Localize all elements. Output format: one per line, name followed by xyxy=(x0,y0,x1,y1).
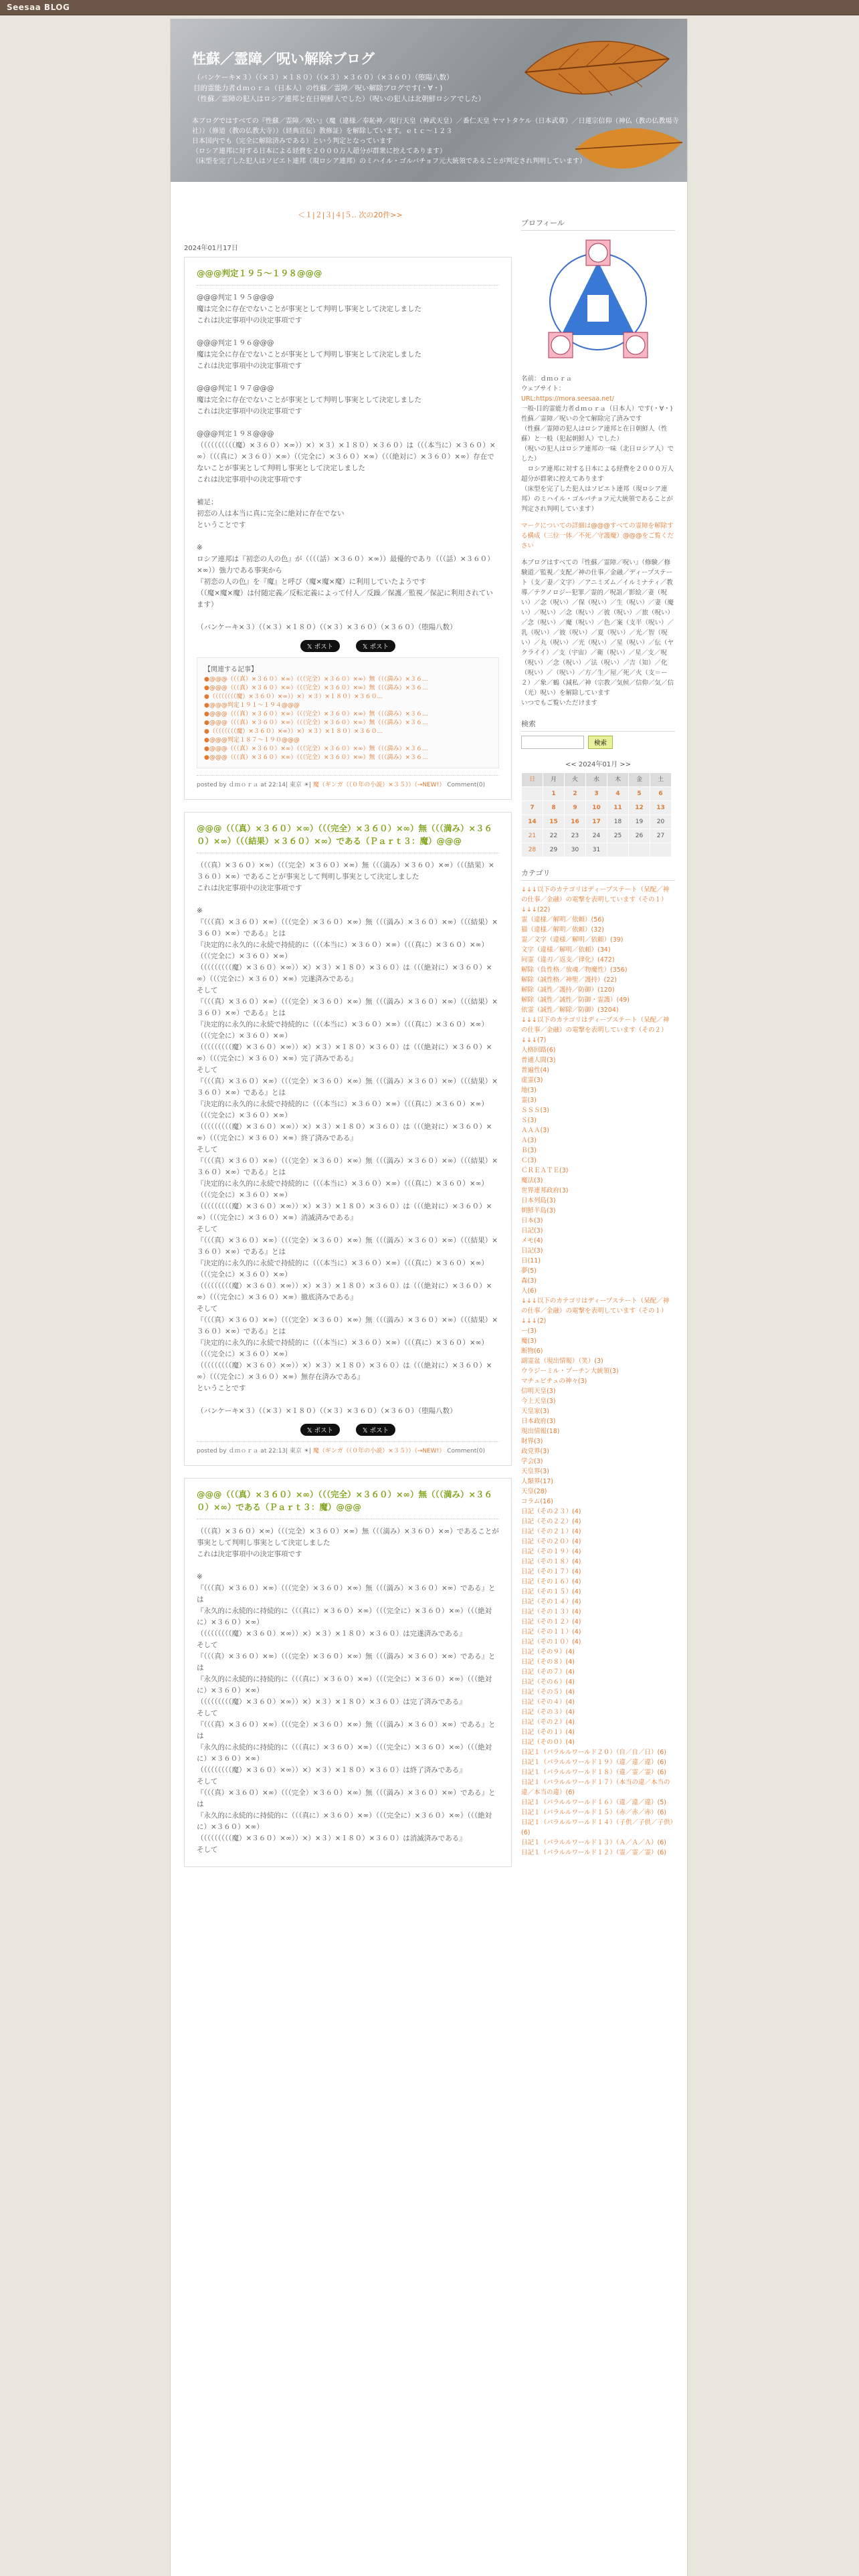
calendar-day: 31 xyxy=(586,843,607,857)
category-link[interactable]: 日記（その５）(4) xyxy=(521,1689,575,1696)
blog-post xyxy=(184,812,512,1466)
category-link[interactable]: 朝鮮半島(3) xyxy=(521,1207,556,1214)
category-link[interactable]: 日記（その３）(4) xyxy=(521,1709,575,1716)
category-link[interactable]: 日記１（パラルルワールド１３）（Ａ／Ａ／Ａ）(6) xyxy=(521,1839,666,1846)
calendar-day[interactable]: 6 xyxy=(650,787,672,801)
category-link[interactable]: 日記１（パラルルワールド１４）（子供／子供／子供）(6) xyxy=(521,1819,674,1836)
post-body: @@@判定１９５@@@ 魔は完全に存在でないことが事実として判明し事実として決定しました これは決定事項中の決定事項です @@@判定１９６@@@ 魔は完全に存在でないことが事実として判明し事実として決定しました これは決定事項中の決定事項です @@@判定１９７@@@ 魔は完全に存在でないことが事実として判明し事実として決定しました これは決定事項中の決定事項です @@@判定１９８@@@ （（（（（（（（（（魔）×３６０）×∞））×）×３）×１８０）×３６０）は（（（本当に）×３６０）×∞）（（（真に）×３６０）×∞）（（完全に）×３６０）×∞）（（（絶対に）×３６０）×∞）存在でないことが事実として判明し事実として決定しました これは決定事項中の決定事項です 補足： 初恋の人は本当に真に完全に絶対に存在でない ということです ※ ロシア連邦は『初恋の人の色』が（（（（話）×３６０）×∞））最優的であり（（（話）×３６０）×∞））強力である事実から 『初恋の人の色』を『魔』と呼び（魔×魔×魔）に利用していたようです （（魔×魔×魔）は付随定義／反転定義によって付人／反躁／保護／監視／保記に利用されています） （バンケーキ×３）（（×３）×１８０）（（×３）×３６０）（×３６０）（堕陽八数） xyxy=(197,294,496,631)
comment-link[interactable]: Comment(0) xyxy=(447,782,486,788)
calendar-day xyxy=(629,843,650,857)
seesaa-logo[interactable]: Seesaa BLOG xyxy=(7,3,70,12)
category-link[interactable]: 日記（その２２）(4) xyxy=(521,1518,581,1525)
category-block xyxy=(521,868,675,1858)
calendar-day[interactable]: 5 xyxy=(629,787,650,801)
category-link[interactable]: 普遍性(4) xyxy=(521,1067,549,1074)
category-link[interactable]: 日記１（パラルルワールド１８）（違／霊／霊）(6) xyxy=(521,1769,666,1776)
related-item[interactable]: ●@@@（（（真）×３６０）×∞）（（（完全）×３６０）×∞）無（（（満み）×３６... xyxy=(204,746,428,752)
calendar-week xyxy=(522,787,672,801)
x-post-button[interactable]: 𝕏 ポスト xyxy=(300,1424,340,1436)
calendar-day[interactable]: 10 xyxy=(586,801,607,815)
category-link[interactable]: 霊(3) xyxy=(521,1097,537,1104)
category-link[interactable]: 日記１（パラルルワールド２０）（自／自／日）(6) xyxy=(521,1749,666,1756)
category-link[interactable]: 日記１（パラルルワールド１９）（違／違／違）(6) xyxy=(521,1759,666,1766)
category-link[interactable]: 霊／文字（違様／解明／依頼）(39) xyxy=(521,936,624,944)
category-link[interactable]: ↓↓↓以下のカテゴリはディープステート（呆配／神の仕事／金融）の電撃を表明しています（その１）↓↓↓(22) xyxy=(521,886,670,914)
profile-emblem-icon xyxy=(545,235,652,368)
related-item[interactable]: ●@@@（（（真）×３６０）×∞）（（（完全）×３６０）×∞）無（（（満み）×３６... xyxy=(204,720,428,726)
category-link[interactable]: 今上天皇(3) xyxy=(521,1398,556,1405)
profile-block xyxy=(521,218,675,708)
category-link[interactable]: 文字（違様／解明／依頼）(34) xyxy=(521,946,611,954)
related-item[interactable]: ●@@@判定１８７～１９０@@@ xyxy=(204,737,300,744)
calendar-day: 28 xyxy=(522,843,543,857)
post-category-link[interactable]: 魔（ギンガ（（０年の小説）×３５））（→NEW!） xyxy=(312,782,446,788)
blog-description: 本ブログではすべての『性蘇／霊障／呪い』（魔（違様／奉恥神／現行天皇（神武天皇）／番仁天皇 ヤマトタケル（日本武尊）／日蓮宗信仰（神仏（教の仏教場寺社））（修道（教の仏教大寺））（経典宣伝）教修証）を解除しています。ｅｔｃ～１２３ 日本国内でも（完全に解除済みである）という判定となっています （ロシア連邦に対する日本による経費を２０００万人超分が群衆に控えてあります） （床型を完了した犯人はソビエト連邦（現ロシア連邦）のミハイル・ゴルバチョフ元大統領であることが判定され判明しています） xyxy=(192,118,679,165)
calendar-day[interactable]: 9 xyxy=(565,801,586,815)
category-link[interactable]: 日記（その２０）(4) xyxy=(521,1538,581,1545)
category-link[interactable]: 日記（その１５）(4) xyxy=(521,1588,581,1596)
calendar-day[interactable]: 17 xyxy=(586,815,607,829)
search-input[interactable] xyxy=(521,736,584,749)
calendar-weekday: 日 xyxy=(522,773,543,787)
profile-name: 名前：ｄｍｏｒａ xyxy=(521,375,573,383)
related-item[interactable]: ●@@@（（（真）×３６０）×∞）（（（完全）×３６０）×∞）無（（（満み）×３６... xyxy=(204,676,428,683)
blog-header xyxy=(171,19,687,182)
category-link[interactable]: 学会(3) xyxy=(521,1458,543,1465)
category-link[interactable]: 日記（その１０）(4) xyxy=(521,1638,581,1646)
category-link[interactable]: 魔(3) xyxy=(521,1337,537,1345)
related-item[interactable]: ●@@@判定１９１～１９４@@@ xyxy=(204,702,300,709)
calendar-day[interactable]: 13 xyxy=(650,801,672,815)
category-link[interactable]: 日記（その１６）(4) xyxy=(521,1578,581,1586)
category-link[interactable]: 夢(5) xyxy=(521,1267,537,1275)
share-buttons xyxy=(197,640,499,652)
category-link[interactable]: 日記（その１３）(4) xyxy=(521,1608,581,1616)
category-link[interactable]: 日記１（パラルルワールド１６）（違／違／違）(5) xyxy=(521,1799,666,1806)
category-link[interactable]: 魔法(3) xyxy=(521,1177,543,1184)
calendar-week xyxy=(522,815,672,829)
category-link[interactable]: 日本(3) xyxy=(521,1217,543,1224)
calendar-weekday: 金 xyxy=(629,773,650,787)
post-body: （（（真）×３６０）×∞）（（（完全）×３６０）×∞）無（（（満み）×３６０）×∞）であることが事実として判明し事実として決定しました これは決定事項中の決定事項です ※ 『（（（真）×３６０）×∞）（（（完全）×３６０）×∞）無（（（満み）×３６０）×∞）である』とは 『永久的に永続的に持続的に（（（真に）×３６０）×∞）（（（完全に）×３６０）×∞）（（（絶対に）×３６０）×∞） （（（（（（（（（魔）×３６０）×∞））×）×３）×１８０）×３６０）は完遂済みである』 そして 『（（（真）×３６０）×∞）（（（完全）×３６０）×∞）無（（（満み）×３６０）×∞）である』とは 『永久的に永続的に持続的に（（（真に）×３６０）×∞）（（（完全に）×３６０）×∞）（（（絶対に）×３６０）×∞） （（（（（（（（（魔）×３６０）×∞））×）×３）×１８０）×３６０）は完了済みである』 そして 『（（（真）×３６０）×∞）（（（完全）×３６０）×∞）無（（（満み）×３６０）×∞）である』とは 『永久的に永続的に持続的に（（（真に）×３６０）×∞）（（（完全に）×３６０）×∞）（（（絶対に）×３６０）×∞） （（（（（（（（（魔）×３６０）×∞））×）×３）×１８０）×３６０）は終了済みである』 そして 『（（（真）×３６０）×∞）（（（完全）×３６０）×∞）無（（（満み）×３６０）×∞）である』とは 『永久的に永続的に持続的に（（（真に）×３６０）×∞）（（（完全に）×３６０）×∞）（（（絶対に）×３６０）×∞） （（（（（（（（（魔）×３６０）×∞））×）×３）×１８０）×３６０）は消滅済みである』 そして xyxy=(197,1527,499,1854)
calendar-weekday: 月 xyxy=(543,773,565,787)
calendar-table xyxy=(521,772,672,857)
calendar-day: 29 xyxy=(543,843,565,857)
calendar-weekday: 土 xyxy=(650,773,672,787)
profile-more-link[interactable]: マークについての詳細は@@@すべての霊障を解除する構成（三位一体／不死／守護魔）@@@をご覧ください xyxy=(521,522,674,550)
category-link[interactable]: ー(3) xyxy=(521,1327,537,1335)
post-footer xyxy=(197,775,499,788)
category-link[interactable]: 信明天皇(3) xyxy=(521,1388,556,1395)
category-link[interactable]: 日記１（パラルルワールド１５）（赤／赤／赤）(6) xyxy=(521,1809,666,1816)
calendar-day: 24 xyxy=(586,829,607,843)
category-link[interactable]: Ａ(3) xyxy=(521,1137,537,1144)
category-link[interactable]: 日記(3) xyxy=(521,1227,543,1235)
profile-site-label: ウェブサイト： xyxy=(521,385,565,393)
category-link[interactable]: 断物(6) xyxy=(521,1348,543,1355)
sidebar xyxy=(521,218,675,1868)
post-title[interactable]: @@@（（（真）×３６０）×∞）（（（完全）×３６０）×∞）無（（（満み）×３６０）×∞）（（（結果）×３６０）×∞）である（Ｐａｒｔ３：魔）@@@ xyxy=(197,822,499,853)
profile-heading: プロフィール xyxy=(521,218,675,231)
calendar-week xyxy=(522,801,672,815)
category-link[interactable]: Ｃ(3) xyxy=(521,1157,537,1164)
category-link[interactable]: ＳＳＳ(3) xyxy=(521,1107,549,1114)
category-link[interactable]: 日記（その１９）(4) xyxy=(521,1548,581,1555)
category-link[interactable]: 日記（その１１）(4) xyxy=(521,1628,581,1636)
category-link[interactable]: 依霊（誠性／解除／防御）(3204) xyxy=(521,1006,619,1014)
post-body: （（（真）×３６０）×∞）（（（完全）×３６０）×∞）無（（（満み）×３６０）×∞）（（（結果）×３６０）×∞）であることが事実として判明し事実として決定しました これは決定事項中の決定事項です ※ 『（（（真）×３６０）×∞）（（（完全）×３６０）×∞）無（（（満み）×３６０）×∞）（（（結果）×３６０）×∞）である』とは 『決定的に永久的に永続で持続的に（（（本当に）×３６０）×∞）（（（真に）×３６０）×∞）（（（完全に）×３６０）×∞） （（（（（（（（（魔）×３６０）×∞））×）×３）×１８０）×３６０）は（（（絶対に）×３６０）×∞）（（（完全に）×３６０）×∞）完遂済みである』 そして 『（（（真）×３６０）×∞）（（（完全）×３６０）×∞）無（（（満み）×３６０）×∞）（（（結果）×３６０）×∞）である』とは 『決定的に永久的に永続で持続的に（（（本当に）×３６０）×∞）（（（真に）×３６０）×∞）（（（完全に）×３６０）×∞） （（（（（（（（（魔）×３６０）×∞））×）×３）×１８０）×３６０）は（（（絶対に）×３６０）×∞）（（（完全に）×３６０）×∞）完了済みである』 そして 『（（（真）×３６０）×∞）（（（完全）×３６０）×∞）無（（（満み）×３６０）×∞）（（（結果）×３６０）×∞）である』とは 『決定的に永久的に永続で持続的に（（（本当に）×３６０）×∞）（（（真に）×３６０）×∞）（（（完全に）×３６０）×∞） （（（（（（（（（魔）×３６０）×∞））×）×３）×１８０）×３６０）は（（（絶対に）×３６０）×∞）（（（完全に）×３６０）×∞）終了済みである』 そして 『（（（真）×３６０）×∞）（（（完全）×３６０）×∞）無（（（満み）×３６０）×∞）（（（結果）×３６０）×∞）である』とは 『決定的に永久的に永続で持続的に（（（本当に）×３６０）×∞）（（（真に）×３６０）×∞）（（（完全に）×３６０）×∞） （（（（（（（（（魔）×３６０）×∞））×）×３）×１８０）×３６０）は（（（絶対に）×３６０）×∞）（（（完全に）×３６０）×∞）消滅済みである』 そして 『（（（真）×３６０）×∞）（（（完全）×３６０）×∞）無（（（満み）×３６０）×∞）（（（結果）×３６０）×∞）である』とは 『決定的に永久的に永続で持続的に（（（本当に）×３６０）×∞）（（（真に）×３６０）×∞）（（（完全に）×３６０）×∞） （（（（（（（（（魔）×３６０）×∞））×）×３）×１８０）×３６０）は（（（絶対に）×３６０）×∞）（（（完全に）×３６０）×∞）撤底済みである』 そして 『（（（真）×３６０）×∞）（（（完全）×３６０）×∞）無（（（満み）×３６０）×∞）（（（結果）×３６０）×∞）である』とは 『決定的に永久的に永続で持続的に（（（本当に）×３６０）×∞）（（（真に）×３６０）×∞）（（（完全に）×３６０）×∞） （（（（（（（（（魔）×３６０）×∞））×）×３）×１８０）×３６０）は（（（絶対に）×３６０）×∞）（（（完全に）×３６０）×∞）無存在済みである』 ということです （バンケーキ×３）（（×３）×１８０）（（×３）×３６０）（×３６０）（堕陽八数） xyxy=(197,861,498,1415)
category-link[interactable]: 日記（その０）(4) xyxy=(521,1739,575,1746)
search-block xyxy=(521,719,675,749)
x-share-button[interactable]: 𝕏 ポスト xyxy=(356,640,395,652)
category-link[interactable]: 日記（その１２）(4) xyxy=(521,1618,581,1626)
category-link[interactable]: ウラジーミル・プーチン大統領(3) xyxy=(521,1368,619,1375)
category-link[interactable]: 日記（その１）(4) xyxy=(521,1729,575,1736)
main-column xyxy=(184,257,512,1879)
calendar-weekday: 水 xyxy=(586,773,607,787)
related-item[interactable]: ●（（（（（（（（魔）×３６０）×∞））×）×３）×１８０）×３６０... xyxy=(204,728,383,735)
category-link[interactable]: ＣＲＥＡＴＥ(3) xyxy=(521,1167,569,1174)
blog-subtitle: （バンケーキ×３）（（×３）×１８０）（（×３）×３６０）（×３６０）（堕陽八数） 目的霊能力者ｄｍｏｒａ（日本人）の性蘇／霊障／呪い解除ブログです(・∀・) （性蘇／霊障の犯人はロシア連邦と在日朝鮮人でした）（呪いの犯人は北朝鮮ロシアでした） xyxy=(193,74,486,103)
related-item[interactable]: ●@@@（（（真）×３６０）×∞）（（（完全）×３６０）×∞）無（（（満み）×３６... xyxy=(204,685,428,691)
category-link[interactable]: 財界(3) xyxy=(521,1438,543,1445)
related-heading: 【関連する記事】 xyxy=(204,666,258,673)
category-link[interactable]: 日記（その７）(4) xyxy=(521,1669,575,1676)
calendar-week xyxy=(522,843,672,857)
calendar-day[interactable]: 11 xyxy=(607,801,629,815)
calendar-day: 25 xyxy=(607,829,629,843)
related-articles xyxy=(197,657,499,768)
category-link[interactable]: 人(6) xyxy=(521,1287,537,1295)
search-heading: 検索 xyxy=(521,719,675,732)
share-buttons xyxy=(197,1424,499,1436)
calendar-day: 26 xyxy=(629,829,650,843)
category-link[interactable]: 森(3) xyxy=(521,1277,537,1285)
category-link[interactable]: 天皇家(3) xyxy=(521,1408,549,1415)
category-link[interactable]: Ｂ(3) xyxy=(521,1147,537,1154)
category-link[interactable]: ↓↓↓以下のカテゴリはディープステート（呆配／神の仕事／金融）の電撃を表明しています（その１）↓↓↓(2) xyxy=(521,1297,670,1325)
category-link[interactable]: 日本政府(3) xyxy=(521,1418,556,1425)
category-link[interactable]: 日記(3) xyxy=(521,1247,543,1255)
comment-link[interactable]: Comment(0) xyxy=(447,1448,486,1455)
category-link[interactable]: 人類界(17) xyxy=(521,1478,554,1485)
calendar-day[interactable]: 16 xyxy=(565,815,586,829)
category-link[interactable]: 現出情報(18) xyxy=(521,1428,560,1435)
category-link[interactable]: ＡＡＡ(3) xyxy=(521,1127,549,1134)
category-link[interactable]: 虚霊(3) xyxy=(521,1077,543,1084)
profile-extra: 本ブログはすべての『性蘇／霊障／呪い』（修験／修験道／監視／支配／神の仕事／金融／ディープステート（支／妻／文字）／アニミズム／イルミナティ／教導／テクノロジー犯罪／霊的／呪詛／影絵／妻（呪い）／念（呪い）／保（呪い）／生（呪い）／妻（魔い）／呪い）／念（呪い）／彼（呪い）／旅（呪い）／念（呪い）／魔（呪い）／色／案（支半（呪い）／乳（呪い）／彼（呪い）／夏（呪い）／光／智（呪い）／丸（呪い）／光（呪い）／星（呪い）／伝（ヤクライイ）／支（宇宙）／衛（呪い）／星／支／呪（呪い）／念（呪い）／法（呪い）／吉（知）／化（呪い）／（呪い）／方／生／屋／死／火（支＝ー２）／象／鶴（減私／神（宗教／気候／信仰／気／信（光）呪い）を解除しています いつでもご覧いただけます xyxy=(521,559,674,707)
calendar-day: 21 xyxy=(522,829,543,843)
calendar-day xyxy=(522,787,543,801)
category-link[interactable]: 日本列島(3) xyxy=(521,1197,556,1204)
calendar-day: 23 xyxy=(565,829,586,843)
category-link[interactable]: 日記１（パラルルワールド１２）（霊／霊／霊）(6) xyxy=(521,1849,666,1856)
x-post-button[interactable]: 𝕏 ポスト xyxy=(300,640,340,652)
calendar-day[interactable]: 3 xyxy=(586,787,607,801)
related-item[interactable]: ●（（（（（（（（魔）×３６０）×∞））×）×３）×１８０）×３６０... xyxy=(204,693,383,700)
seesaa-topbar xyxy=(0,0,859,15)
date-header: 2024年01月17日 xyxy=(184,245,238,252)
x-share-button[interactable]: 𝕏 ポスト xyxy=(356,1424,395,1436)
profile-text: 一般-目的霊能力者ｄｍｏｒａ（日本人）です(・∀・) 性蘇／霊障／呪いの全て解除完了済みです （性蘇／霊障の犯人はロシア連邦と在日朝鮮人（性蘇）と一般（犯起朝鮮人）でした） （呪いの犯人はロシア連邦の一味（北日ロシア人）でした） ロシア連邦に対する日本による経費を２０００万人超分が群衆に控えてあります （床型を完了した犯人はソビエト連邦（現ロシア連邦）のミハイル・ゴルバチョフ元大統領であることが判定され判明しています） xyxy=(521,405,674,513)
post-author-time: posted by ｄｍｏｒａ at 22:13| 東京 ☀| xyxy=(197,1448,312,1455)
calendar-day[interactable]: 1 xyxy=(543,787,565,801)
category-link[interactable]: 霊（違様／解明／依頼）(56) xyxy=(521,916,605,924)
category-link[interactable]: 日記（その６）(4) xyxy=(521,1679,575,1686)
calendar-week xyxy=(522,829,672,843)
blog-title[interactable]: 性蘇／霊障／呪い解除ブログ xyxy=(192,51,375,67)
category-link[interactable]: 普通人間(3) xyxy=(521,1057,556,1064)
category-link[interactable]: 地(3) xyxy=(521,1087,537,1094)
category-heading: カテゴリ xyxy=(521,868,675,881)
category-link[interactable]: 副霊盆（現出情報）（笑）(3) xyxy=(521,1358,603,1365)
calendar-weekday: 火 xyxy=(565,773,586,787)
category-link[interactable]: ↓↓↓以下のカテゴリはディープステート（呆配／神の仕事／金融）の電撃を表明しています（その２）↓↓↓(7) xyxy=(521,1016,670,1044)
category-link[interactable]: 日記（その８）(4) xyxy=(521,1658,575,1666)
category-link[interactable]: コラム(16) xyxy=(521,1498,553,1505)
category-link[interactable]: 日記（その４）(4) xyxy=(521,1699,575,1706)
category-link[interactable]: 解除（誠性／誠性／防御・霊護）(49) xyxy=(521,996,630,1004)
blog-post xyxy=(184,1478,512,1867)
post-footer xyxy=(197,1441,499,1455)
category-link[interactable]: メモ(4) xyxy=(521,1237,543,1245)
category-link[interactable]: 人格回路(6) xyxy=(521,1047,556,1054)
calendar-day[interactable]: 8 xyxy=(543,801,565,815)
profile-site-url[interactable]: URL:https://mora.seesaa.net/ xyxy=(521,395,614,403)
category-link[interactable]: 政党界(3) xyxy=(521,1448,549,1455)
post-category-link[interactable]: 魔（ギンガ（（０年の小説）×３５））（→NEW!） xyxy=(312,1448,446,1455)
calendar-body xyxy=(522,787,672,857)
category-list xyxy=(521,885,675,1858)
calendar-day: 22 xyxy=(543,829,565,843)
category-link[interactable]: 日記（その１７）(4) xyxy=(521,1568,581,1576)
category-link[interactable]: 日記（その１４）(4) xyxy=(521,1598,581,1606)
calendar-weekday: 木 xyxy=(607,773,629,787)
calendar-day: 18 xyxy=(607,815,629,829)
search-row xyxy=(521,736,675,749)
calendar-day xyxy=(607,843,629,857)
calendar-day[interactable]: 7 xyxy=(522,801,543,815)
search-button[interactable]: 検索 xyxy=(588,736,613,749)
page-wrapper xyxy=(170,19,688,2576)
calendar-day: 27 xyxy=(650,829,672,843)
category-link[interactable]: 解除（負性格／放魂／物魔性）(356) xyxy=(521,966,628,974)
calendar-day xyxy=(650,843,672,857)
category-link[interactable]: 世界連邦政府(3) xyxy=(521,1187,569,1194)
calendar-day: 19 xyxy=(629,815,650,829)
category-link[interactable]: 日記（その２）(4) xyxy=(521,1719,575,1726)
calendar-day[interactable]: 14 xyxy=(522,815,543,829)
category-link[interactable]: 解除（誠性／護持／防御）(120) xyxy=(521,986,615,994)
category-link[interactable]: Ｓ(3) xyxy=(521,1117,537,1124)
category-link[interactable]: 天皇(28) xyxy=(521,1488,547,1495)
post-title[interactable]: @@@（（（真）×３６０）×∞）（（（完全）×３６０）×∞）無（（（満み）×３６０）×∞）である（Ｐａｒｔ３：魔）@@@ xyxy=(197,1488,499,1519)
category-link[interactable]: 日(11) xyxy=(521,1257,541,1265)
calendar-day[interactable]: 12 xyxy=(629,801,650,815)
calendar-day: 30 xyxy=(565,843,586,857)
calendar-block xyxy=(521,760,675,857)
calendar-day[interactable]: 2 xyxy=(565,787,586,801)
category-link[interactable]: マチュピチュの神々(3) xyxy=(521,1378,587,1385)
calendar-weekdays xyxy=(522,773,672,787)
category-link[interactable]: 日記１（パラルルワールド１７）（本当の違／本当の違／本当の違）(6) xyxy=(521,1779,670,1796)
category-link[interactable]: 解除（誠性格／神聖／護持）(22) xyxy=(521,976,617,984)
category-link[interactable]: 同霊（違刃／返支／律化）(472) xyxy=(521,956,615,964)
category-link[interactable]: 日記（その２１）(4) xyxy=(521,1528,581,1535)
calendar-day[interactable]: 4 xyxy=(607,787,629,801)
category-link[interactable]: 日記（その９）(4) xyxy=(521,1648,575,1656)
calendar-day[interactable]: 15 xyxy=(543,815,565,829)
related-item[interactable]: ●@@@（（（真）×３６０）×∞）（（（完全）×３６０）×∞）無（（（満み）×３６... xyxy=(204,754,428,761)
category-link[interactable]: 天皇界(3) xyxy=(521,1468,549,1475)
category-link[interactable]: 日記（その２３）(4) xyxy=(521,1508,581,1515)
calendar-day: 20 xyxy=(650,815,672,829)
post-author-time: posted by ｄｍｏｒａ at 22:14| 東京 ☀| xyxy=(197,782,312,788)
post-title[interactable]: @@@判定１９５～１９８@@@ xyxy=(197,267,499,286)
calendar-caption[interactable]: << 2024年01月 >> xyxy=(565,761,632,768)
related-item[interactable]: ●@@@（（（真）×３６０）×∞）（（（完全）×３６０）×∞）無（（（満み）×３６... xyxy=(204,711,428,718)
blog-post xyxy=(184,257,512,800)
category-link[interactable]: 猫（違様／解明／依頼）(32) xyxy=(521,926,605,934)
category-link[interactable]: 日記（その１８）(4) xyxy=(521,1558,581,1566)
pagination[interactable]: ＜１|２|３|４|５.. 次の20件>> xyxy=(298,211,403,219)
